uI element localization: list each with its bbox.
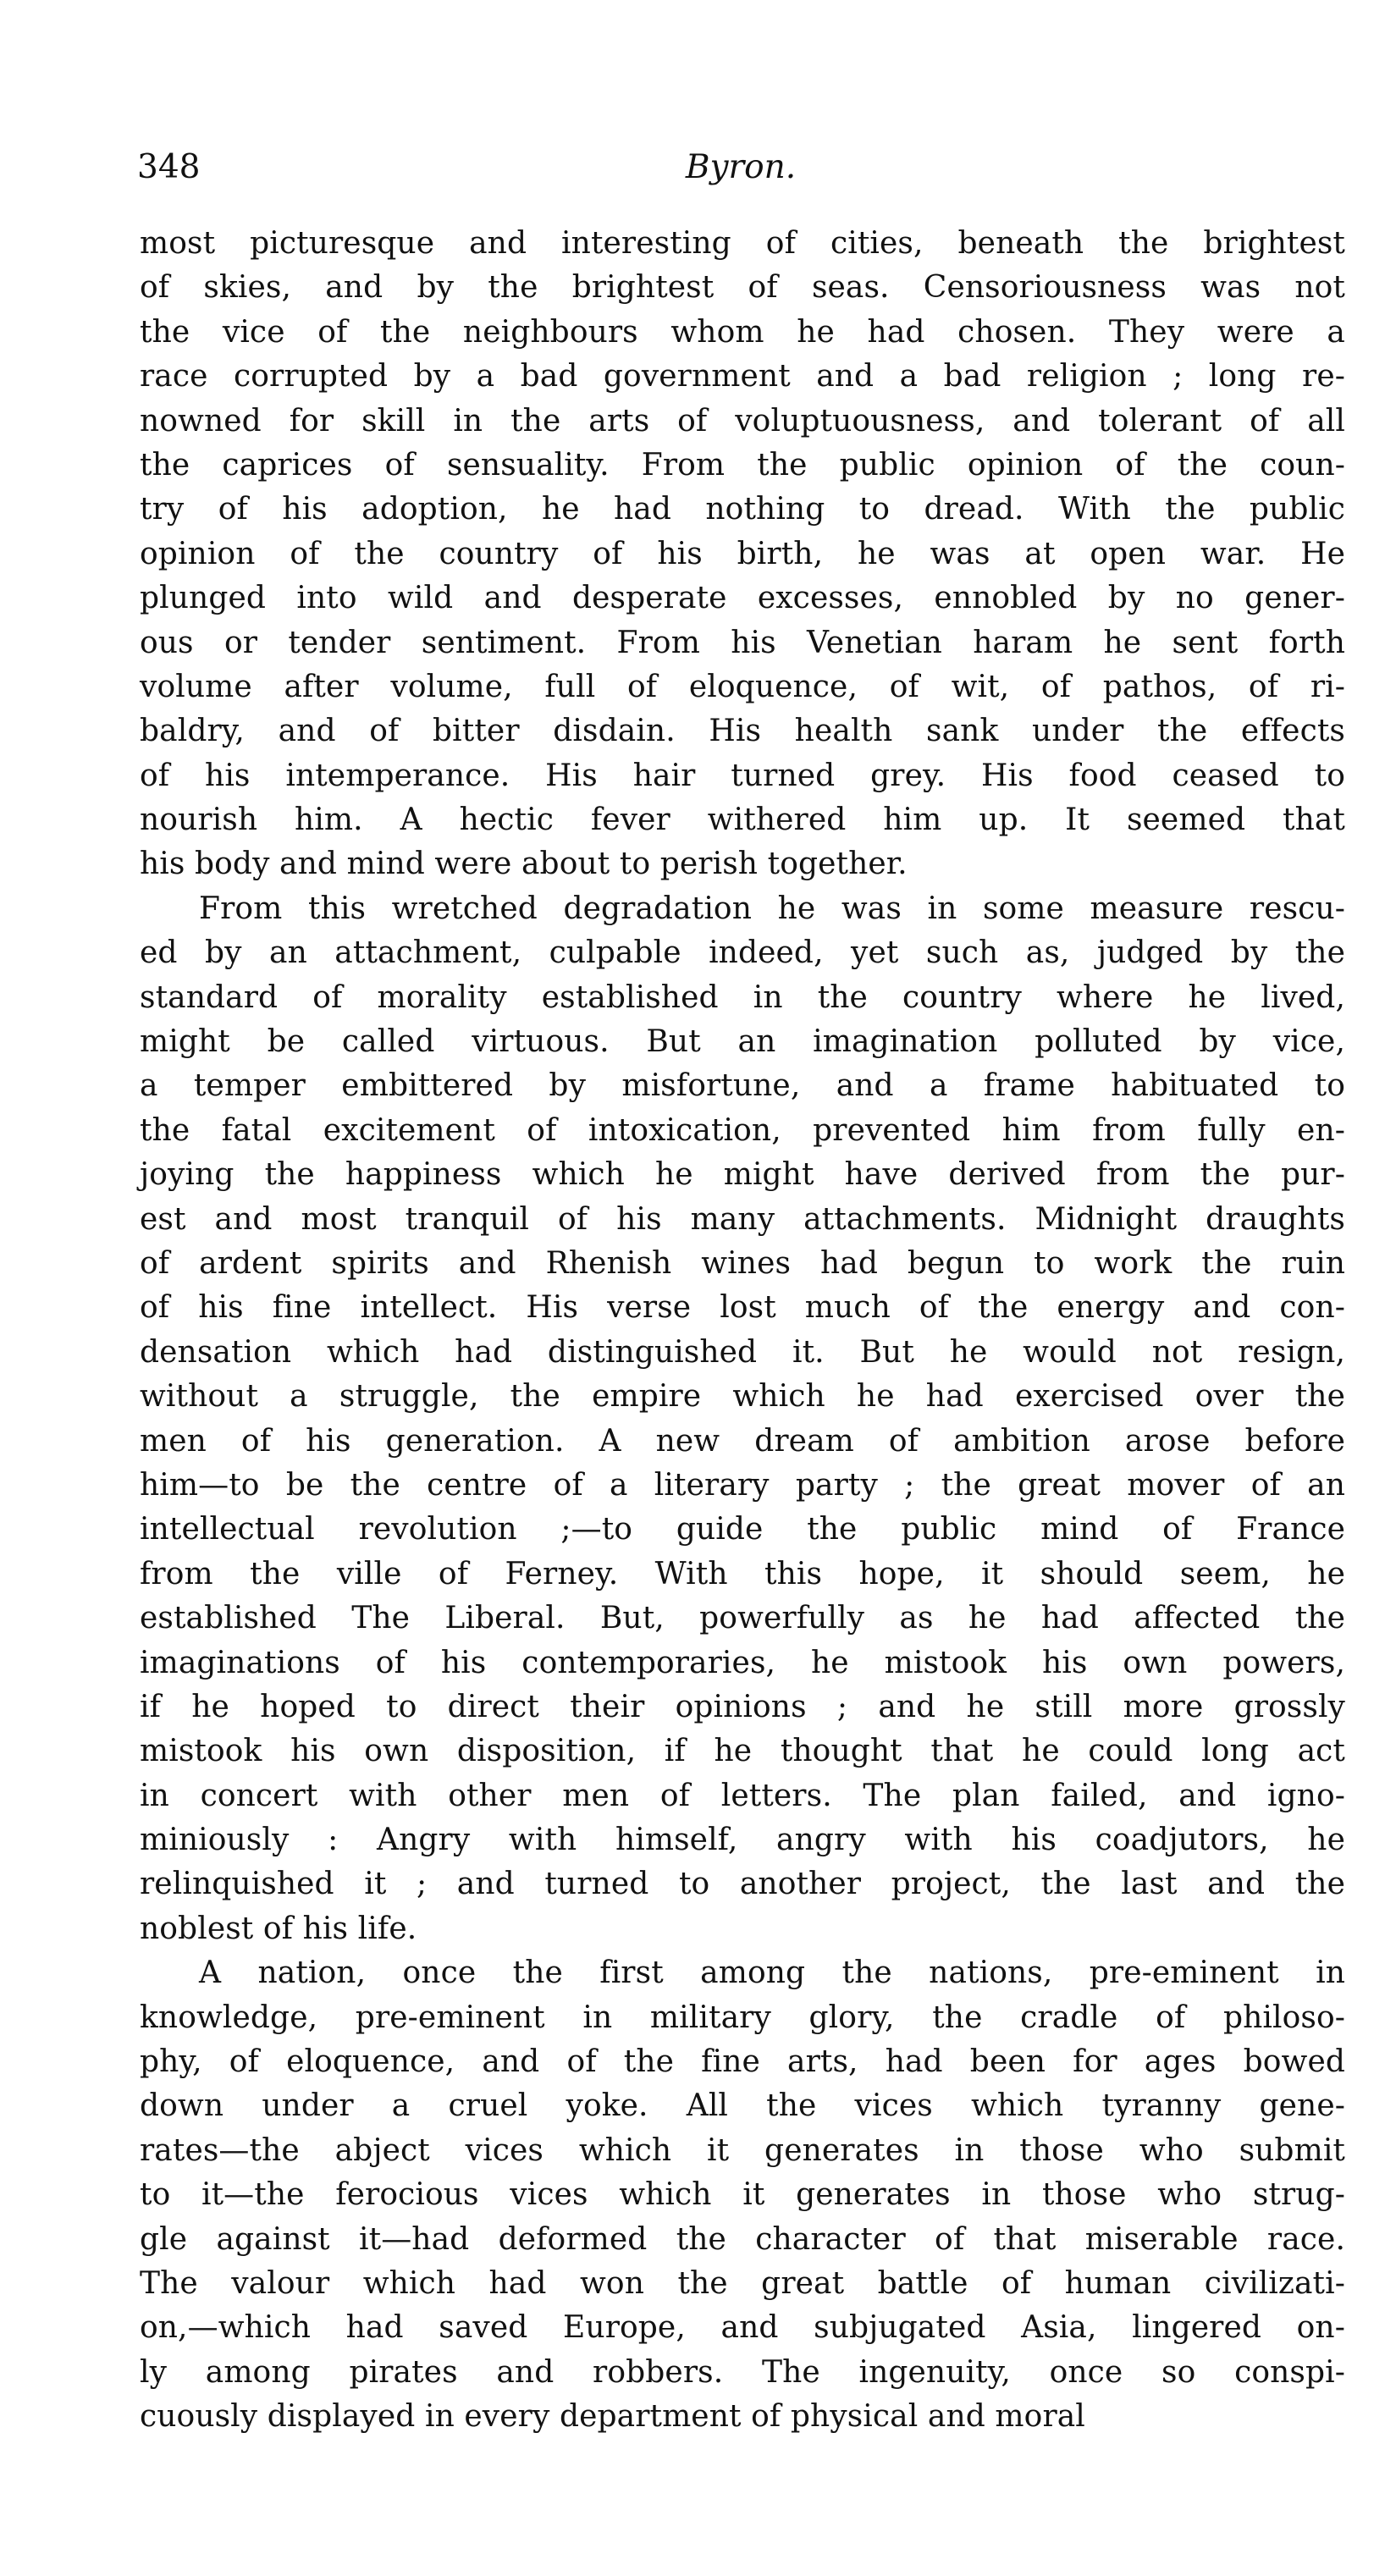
- text-line: to it—the ferocious vices which it generates in those who strug-: [140, 2177, 1345, 2213]
- text-line: nourish him. A hectic fever withered him up. It seemed that: [140, 803, 1345, 838]
- text-line: knowledge, pre-eminent in military glory, the cradle of philoso-: [140, 2000, 1345, 2035]
- text-line: men of his generation. A new dream of ambition arose before: [140, 1423, 1345, 1459]
- text-line: down under a cruel yoke. All the vices which tyranny gene-: [140, 2088, 1345, 2124]
- text-line: A nation, once the first among the nations, pre-eminent in: [199, 1955, 1345, 1991]
- text-line: ous or tender sentiment. From his Venetian haram he sent forth: [140, 625, 1345, 660]
- paragraph: [140, 887, 1345, 1951]
- text-line: the fatal excitement of intoxication, prevented him from fully en-: [140, 1112, 1345, 1148]
- text-line: volume after volume, full of eloquence, of wit, of pathos, of ri-: [140, 669, 1345, 704]
- text-line: of his intemperance. His hair turned grey. His food ceased to: [140, 758, 1345, 793]
- text-line: gle against it—had deformed the character of that miserable race.: [140, 2221, 1345, 2257]
- text-line: his body and mind were about to perish together.: [140, 847, 908, 882]
- text-line: on,—which had saved Europe, and subjugated Asia, lingered on-: [140, 2310, 1345, 2346]
- text-line: ed by an attachment, culpable indeed, yet such as, judged by the: [140, 935, 1345, 971]
- text-line: from the ville of Ferney. With this hope, it should seem, he: [140, 1556, 1345, 1591]
- body-text: [140, 222, 1345, 2440]
- text-line: the caprices of sensuality. From the public opinion of the coun-: [140, 447, 1345, 483]
- text-line: joying the happiness which he might have derived from the pur-: [140, 1157, 1345, 1193]
- text-line: phy, of eloquence, and of the fine arts, had been for ages bowed: [140, 2044, 1345, 2080]
- text-line: intellectual revolution ;—to guide the public mind of France: [140, 1512, 1345, 1547]
- text-line: of ardent spirits and Rhenish wines had begun to work the ruin: [140, 1245, 1345, 1281]
- text-line: imaginations of his contemporaries, he mistook his own powers,: [140, 1645, 1345, 1680]
- text-line: him—to be the centre of a literary party ; the great mover of an: [140, 1467, 1345, 1503]
- text-line: most picturesque and interesting of cities, beneath the brightest: [140, 226, 1345, 261]
- text-line: plunged into wild and desperate excesses, ennobled by no gener-: [140, 581, 1345, 616]
- text-line: a temper embittered by misfortune, and a frame habituated to: [140, 1068, 1345, 1104]
- text-line: of skies, and by the brightest of seas. Censoriousness was not: [140, 270, 1345, 306]
- text-line: try of his adoption, he had nothing to dread. With the public: [140, 492, 1345, 527]
- text-line: might be called virtuous. But an imagination polluted by vice,: [140, 1024, 1345, 1060]
- paragraph: [140, 1951, 1345, 2439]
- text-line: if he hoped to direct their opinions ; and he still more grossly: [140, 1689, 1345, 1724]
- page-number: 348: [137, 148, 201, 186]
- text-line: From this wretched degradation he was in some measure rescu-: [199, 891, 1345, 926]
- text-line: cuously displayed in every department of physical and moral: [140, 2399, 1085, 2435]
- text-line: the vice of the neighbours whom he had chosen. They were a: [140, 314, 1345, 350]
- text-line: noblest of his life.: [140, 1911, 417, 1946]
- text-line: baldry, and of bitter disdain. His health sank under the effects: [140, 714, 1345, 749]
- text-line: The valour which had won the great battle of human civilizati-: [140, 2265, 1345, 2301]
- running-title: Byron.: [685, 148, 797, 186]
- text-line: mistook his own disposition, if he thought that he could long act: [140, 1734, 1345, 1769]
- paragraph: [140, 222, 1345, 887]
- text-line: of his fine intellect. His verse lost much of the energy and con-: [140, 1290, 1345, 1326]
- text-line: opinion of the country of his birth, he was at open war. He: [140, 536, 1345, 571]
- text-line: miniously : Angry with himself, angry with his coadjutors, he: [140, 1823, 1345, 1858]
- text-line: relinquished it ; and turned to another project, the last and the: [140, 1867, 1345, 1902]
- text-line: standard of morality established in the country where he lived,: [140, 979, 1345, 1015]
- text-line: est and most tranquil of his many attachments. Midnight draughts: [140, 1201, 1345, 1237]
- text-line: densation which had distinguished it. But he would not resign,: [140, 1334, 1345, 1370]
- text-line: nowned for skill in the arts of voluptuousness, and tolerant of all: [140, 403, 1345, 439]
- text-line: established The Liberal. But, powerfully as he had affected the: [140, 1601, 1345, 1636]
- text-line: in concert with other men of letters. The plan failed, and igno-: [140, 1778, 1345, 1813]
- text-line: ly among pirates and robbers. The ingenuity, once so conspi-: [140, 2354, 1345, 2390]
- text-line: rates—the abject vices which it generates in those who submit: [140, 2132, 1345, 2168]
- text-line: without a struggle, the empire which he had exercised over the: [140, 1379, 1345, 1415]
- running-head: [137, 142, 1344, 193]
- text-line: race corrupted by a bad government and a bad religion ; long re-: [140, 359, 1345, 394]
